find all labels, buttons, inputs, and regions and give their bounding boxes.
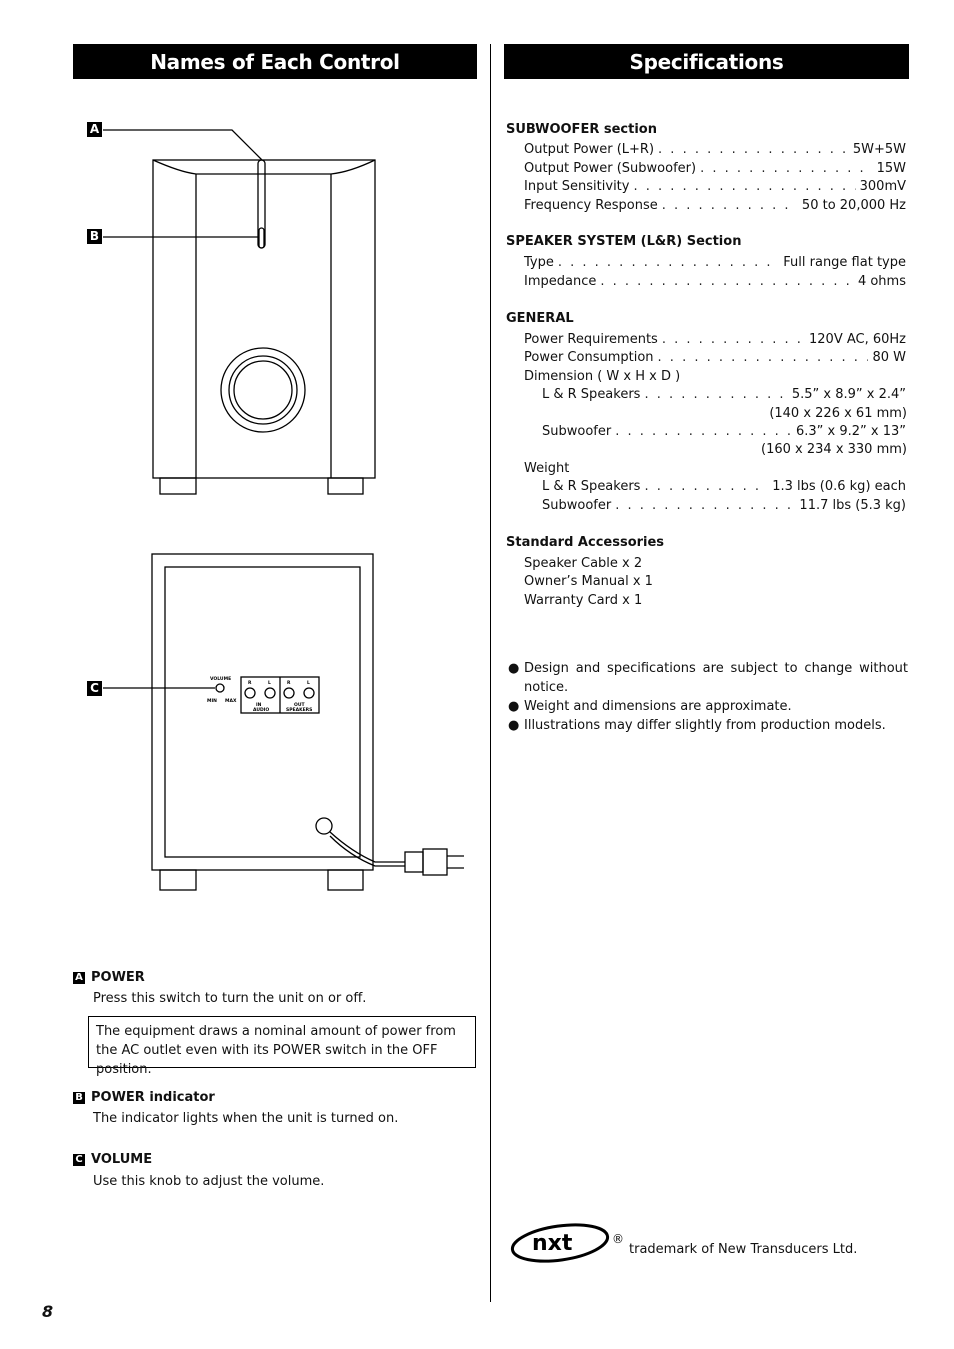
note-item xyxy=(508,716,908,735)
spec-key: Type xyxy=(524,255,554,270)
spec-row xyxy=(524,255,906,273)
spec-key: Output Power (L+R) xyxy=(524,142,655,157)
panel-l-label-2: L xyxy=(307,681,310,686)
panel-speakers-label: SPEAKERS xyxy=(286,708,313,713)
nxt-logo-icon xyxy=(510,1220,614,1266)
spec-value: 5W+5W xyxy=(852,142,906,157)
spec-dimension-label: Dimension ( W x H x D ) xyxy=(524,369,681,384)
spec-key: Power Consumption xyxy=(524,350,654,365)
spec-row xyxy=(524,142,906,160)
spec-key: Input Sensitivity xyxy=(524,179,630,194)
callout-a: A xyxy=(87,122,102,137)
control-b-description: The indicator lights when the unit is turned on. xyxy=(93,1111,399,1126)
control-b-title xyxy=(73,1090,215,1105)
bullet-icon: ● xyxy=(508,699,520,714)
registered-mark: ® xyxy=(612,1232,624,1246)
spec-row xyxy=(524,198,906,216)
note-item xyxy=(508,697,908,716)
spec-row xyxy=(542,498,906,516)
spec-key: L & R Speakers xyxy=(542,387,641,402)
note-text: Weight and dimensions are approximate. xyxy=(524,699,792,714)
spec-value: 300mV xyxy=(859,179,906,194)
spec-value: 5.5” x 8.9” x 2.4” xyxy=(791,387,906,402)
panel-l-label-1: L xyxy=(268,681,271,686)
control-c-title xyxy=(73,1152,152,1167)
panel-audio-label: AUDIO xyxy=(253,708,270,713)
spec-key: Impedance xyxy=(524,274,597,289)
spec-value-mm: (160 x 234 x 330 mm) xyxy=(761,442,907,457)
trademark-text: trademark of New Transducers Ltd. xyxy=(629,1242,858,1257)
panel-r-label-2: R xyxy=(287,681,291,686)
panel-volume-label: VOLUME xyxy=(210,677,232,682)
note-text: Design and specifications are subject to change without notice. xyxy=(524,661,908,695)
note-item xyxy=(508,659,908,697)
accessory-item: Owner’s Manual x 1 xyxy=(524,574,653,589)
svg-text:nxt: nxt xyxy=(532,1231,573,1256)
spec-heading-accessories: Standard Accessories xyxy=(506,535,665,550)
bullet-icon: ● xyxy=(508,661,520,676)
spec-value: 80 W xyxy=(872,350,906,365)
spec-value: Full range flat type xyxy=(783,255,906,270)
spec-row xyxy=(524,161,906,179)
spec-heading-speaker: SPEAKER SYSTEM (L&R) Section xyxy=(506,234,742,249)
spec-heading-subwoofer: SUBWOOFER section xyxy=(506,122,657,137)
section-title-controls: Names of Each Control xyxy=(73,44,477,79)
control-a-description: Press this switch to turn the unit on or off. xyxy=(93,991,367,1006)
control-a-letter: A xyxy=(73,972,85,984)
spec-value: 120V AC, 60Hz xyxy=(809,332,906,347)
spec-row xyxy=(524,350,906,368)
spec-heading-general: GENERAL xyxy=(506,311,574,326)
accessory-item: Warranty Card x 1 xyxy=(524,593,643,608)
spec-value: 4 ohms xyxy=(857,274,906,289)
callout-c: C xyxy=(87,681,102,696)
spec-row xyxy=(524,332,906,350)
spec-key: Subwoofer xyxy=(542,424,612,439)
spec-row xyxy=(524,179,906,197)
spec-key: Output Power (Subwoofer) xyxy=(524,161,697,176)
page-number: 8 xyxy=(42,1302,54,1321)
control-b-letter: B xyxy=(73,1092,85,1104)
control-b-title-text: POWER indicator xyxy=(91,1090,215,1105)
panel-max-label: MAX xyxy=(225,699,237,704)
callout-b: B xyxy=(87,229,102,244)
spec-row xyxy=(524,274,906,292)
spec-key: Subwoofer xyxy=(542,498,612,513)
spec-row xyxy=(542,387,906,405)
spec-value: 15W xyxy=(876,161,906,176)
accessory-item: Speaker Cable x 2 xyxy=(524,556,643,571)
spec-row xyxy=(542,479,906,497)
spec-value: 1.3 lbs (0.6 kg) each xyxy=(772,479,906,494)
control-c-letter: C xyxy=(73,1154,85,1166)
control-a-title xyxy=(73,970,145,985)
spec-key: Power Requirements xyxy=(524,332,658,347)
spec-row xyxy=(542,424,906,442)
panel-out-label: OUT xyxy=(294,703,305,708)
control-c-description: Use this knob to adjust the volume. xyxy=(93,1174,325,1189)
bullet-icon: ● xyxy=(508,718,520,733)
panel-in-label: IN xyxy=(256,703,262,708)
panel-r-label-1: R xyxy=(248,681,252,686)
section-title-specifications: Specifications xyxy=(504,44,909,79)
spec-value: 6.3” x 9.2” x 13” xyxy=(795,424,906,439)
power-note-box: The equipment draws a nominal amount of power from the AC outlet even with its POWER switch in the OFF position. xyxy=(88,1016,476,1068)
control-c-title-text: VOLUME xyxy=(91,1152,153,1167)
column-divider xyxy=(490,44,491,1302)
control-a-title-text: POWER xyxy=(91,970,145,985)
spec-key: L & R Speakers xyxy=(542,479,641,494)
spec-value-mm: (140 x 226 x 61 mm) xyxy=(769,406,907,421)
spec-value: 50 to 20,000 Hz xyxy=(801,198,906,213)
spec-value: 11.7 lbs (5.3 kg) xyxy=(799,498,906,513)
subwoofer-front-illustration xyxy=(0,0,490,960)
spec-weight-label: Weight xyxy=(524,461,570,476)
panel-min-label: MIN xyxy=(207,699,217,704)
spec-key: Frequency Response xyxy=(524,198,658,213)
note-text: Illustrations may differ slightly from production models. xyxy=(524,718,886,733)
